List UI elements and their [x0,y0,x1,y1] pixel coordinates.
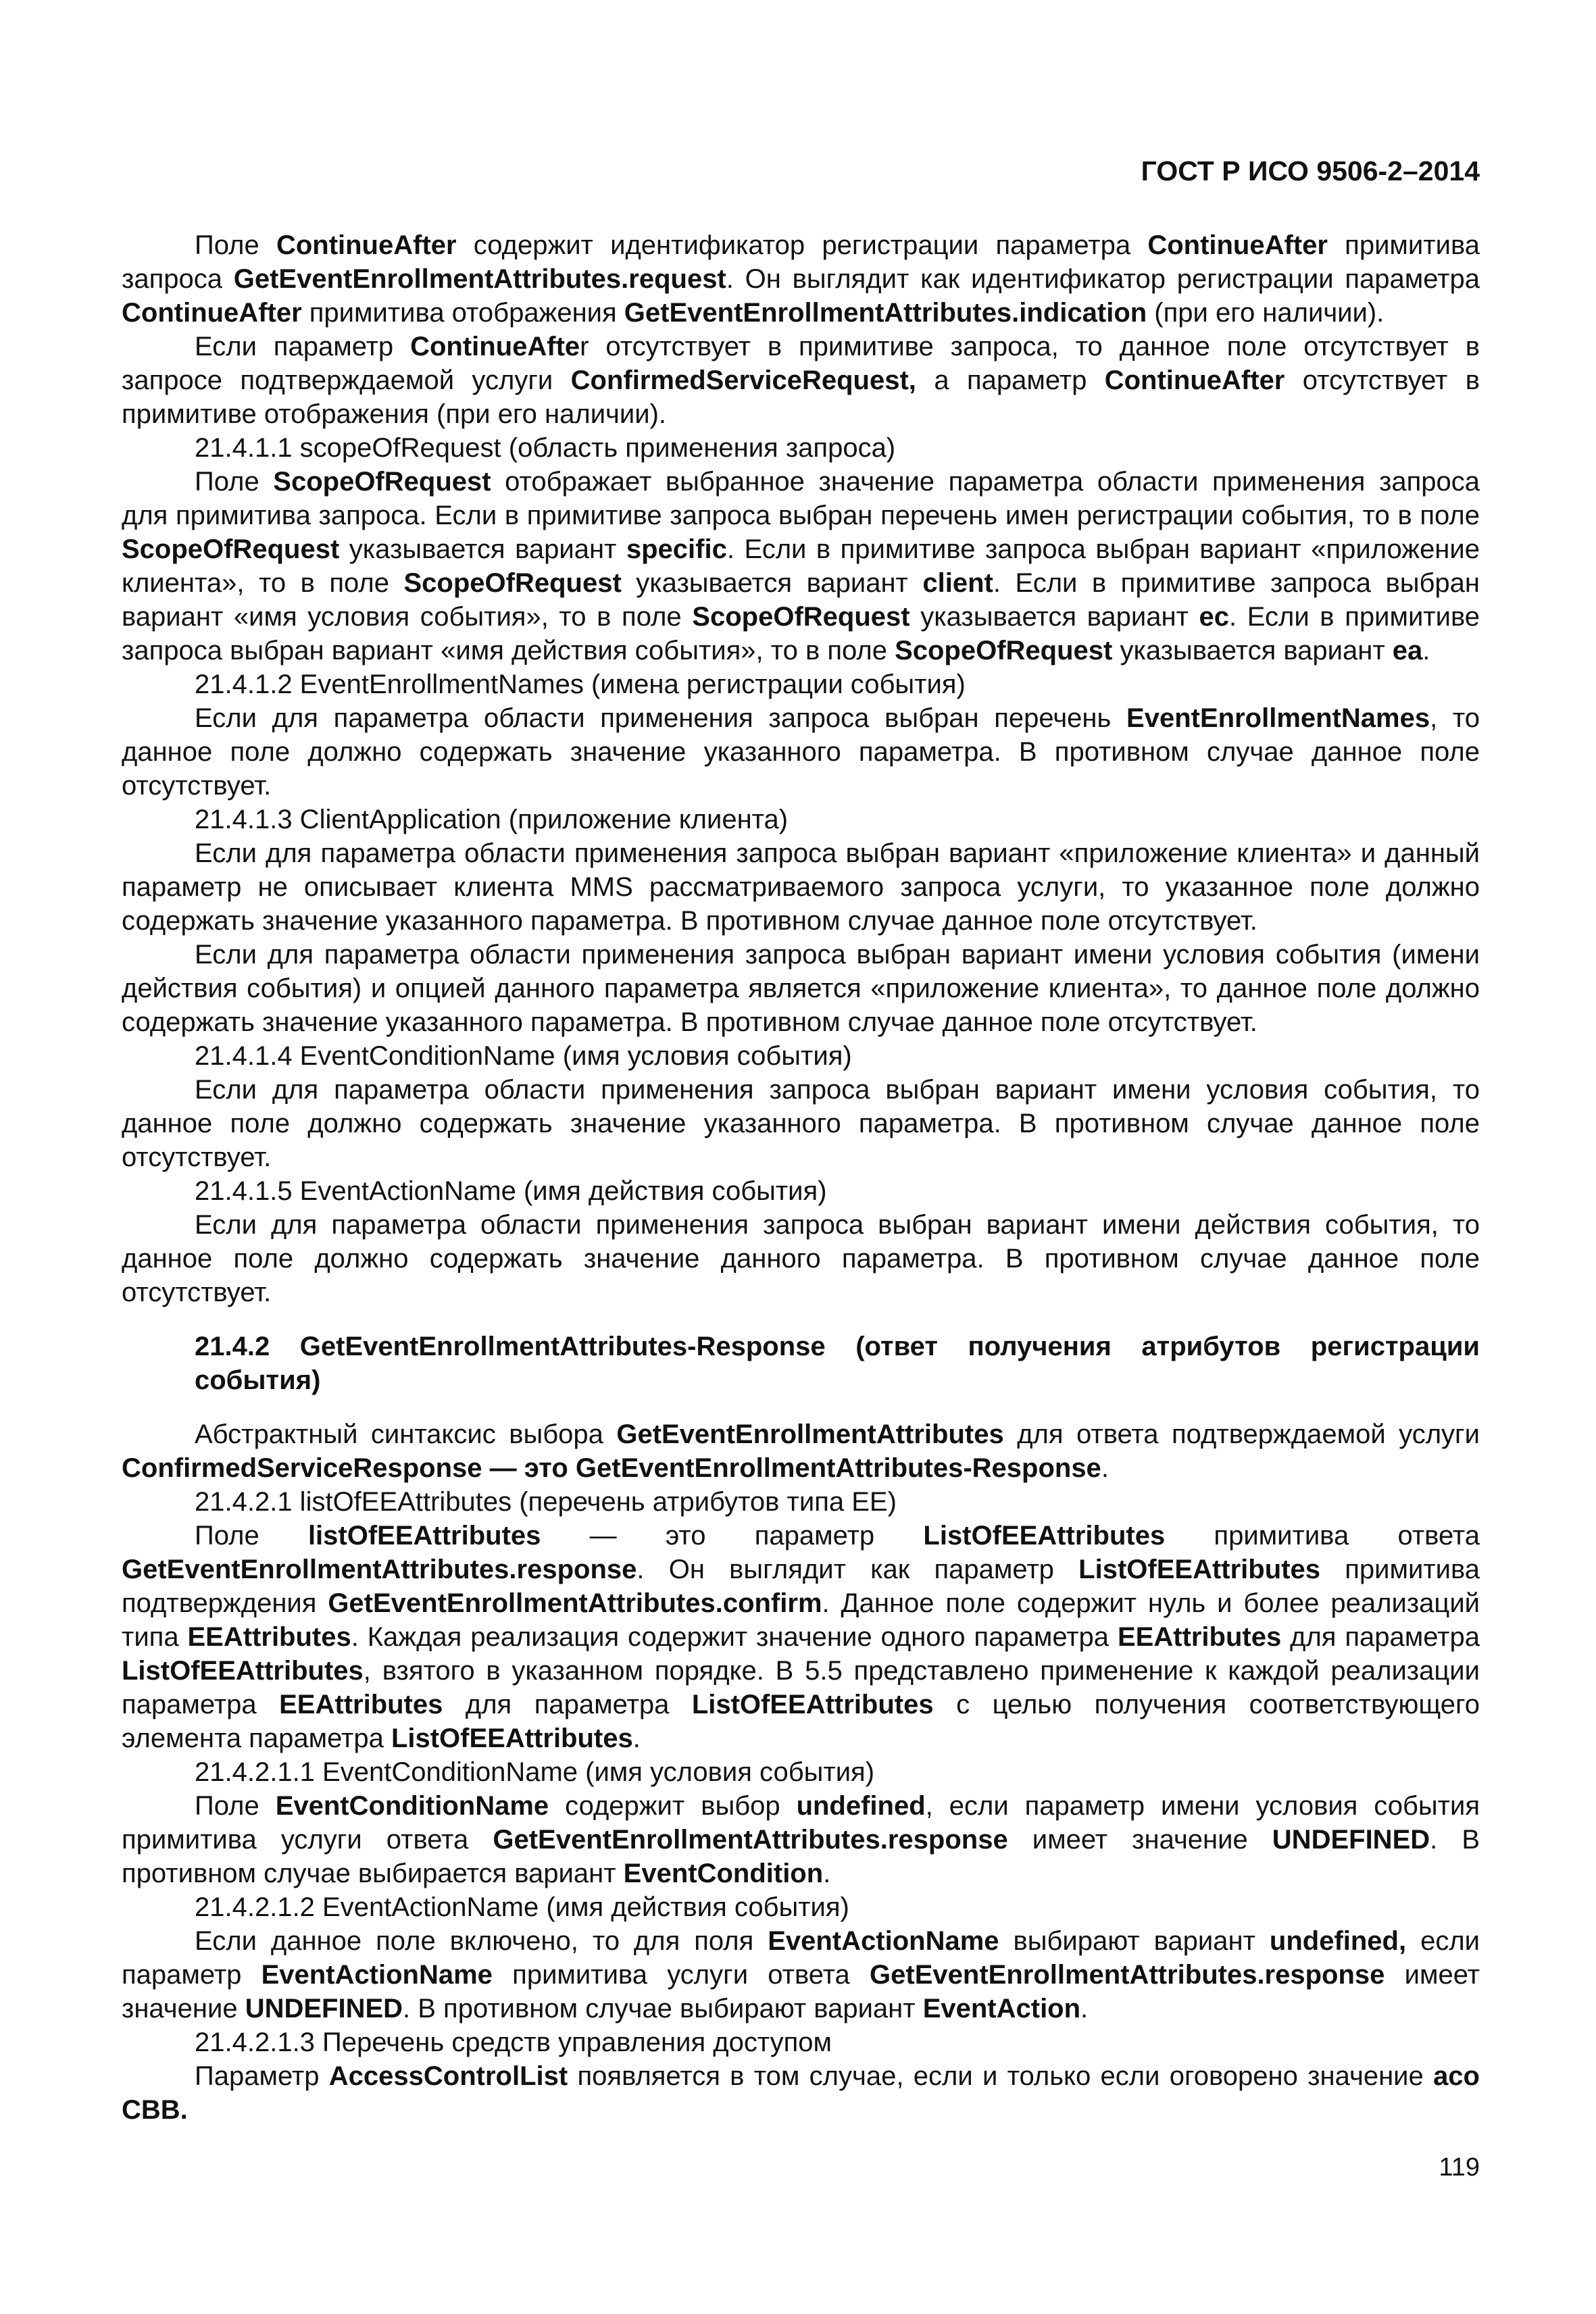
section-heading-2142: 21.4.2 GetEventEnrollmentAttributes-Response (ответ получения атрибутов регистрации события) [195,1332,1480,1395]
subsection-heading-21415: 21.4.1.5 EventActionName (имя действия события) [195,1176,827,1206]
paragraph-list-of-ee-attributes: Поле listOfEEAttributes — это параметр ListOfEEAttributes примитива ответа GetEventEnrollmentAttributes.response. Он выглядит как параметр ListOfEEAttributes примитива подтверждения GetEventEnrollmentAttributes.confirm. Данное поле содержит нуль и более реализаций типа EEAttributes. Каждая реализация содержит значение одного параметра EEAttributes для параметра ListOfEEAttributes, взятого в указанном порядке. В 5.5 представлено применение к каждой реализации параметра EEAttributes для параметра ListOfEEAttributes с целью получения соответствующего элемента параметра ListOfEEAttributes. [122,1521,1480,1753]
paragraph-event-action-name-response: Если данное поле включено, то для поля EventActionName выбирают вариант undefined, если параметр EventActionName примитива услуги ответа GetEventEnrollmentAttributes.response имеет значение UNDEFINED. В противном случае выбирают вариант EventAction. [122,1926,1480,2023]
page-number: 119 [1439,2153,1480,2182]
paragraph-event-condition-name-response: Поле EventConditionName содержит выбор undefined, если параметр имени условия события примитива услуги ответа GetEventEnrollmentAttributes.response имеет значение UNDEFINED. В противном случае выбирается вариант EventCondition. [122,1791,1480,1888]
subsection-heading-21412: 21.4.1.2 EventEnrollmentNames (имена регистрации события) [195,670,966,699]
paragraph-continue-after: Поле ContinueAfter содержит идентификатор регистрации параметра ContinueAfter примитива запроса GetEventEnrollmentAttributes.request. Он выглядит как идентификатор регистрации параметра ContinueAfter примитива отображения GetEventEnrollmentAttributes.indication (при его наличии). [122,230,1480,328]
subsection-heading-214211: 21.4.2.1.1 EventConditionName (имя условия события) [195,1757,875,1787]
subsection-heading-214212: 21.4.2.1.2 EventActionName (имя действия события) [195,1892,849,1922]
document-body [122,228,1480,2127]
paragraph-continue-after-absent: Если параметр ContinueAfter отсутствует в примитиве запроса, то данное поле отсутствует в запросе подтверждаемой услуги ConfirmedServiceRequest, а параметр ContinueAfter отсутствует в примитиве отображения (при его наличии). [122,332,1480,429]
paragraph-event-action-name: Если для параметра области применения запроса выбран вариант имени действия события, то данное поле должно содержать значение данного параметра. В противном случае данное поле отсутствует. [122,1210,1480,1307]
subsection-heading-21411: 21.4.1.1 scopeOfRequest (область применения запроса) [195,433,896,463]
paragraph-abstract-syntax: Абстрактный синтаксис выбора GetEventEnrollmentAttributes для ответа подтверждаемой услуги ConfirmedServiceResponse — это GetEventEnrollmentAttributes-Response. [122,1419,1480,1483]
paragraph-event-condition-name: Если для параметра области применения запроса выбран вариант имени условия события, то данное поле должно содержать значение указанного параметра. В противном случае данное поле отсутствует. [122,1075,1480,1172]
paragraph-event-enrollment-names: Если для параметра области применения запроса выбран перечень EventEnrollmentNames, то данное поле должно содержать значение указанного параметра. В противном случае данное поле отсутствует. [122,703,1480,801]
paragraph-scope-of-request: Поле ScopeOfRequest отображает выбранное значение параметра области применения запроса для примитива запроса. Если в примитиве запроса выбран перечень имен регистрации события, то в поле ScopeOfRequest указывается вариант specific. Если в примитиве запроса выбран вариант «приложение клиента», то в поле ScopeOfRequest указывается вариант client. Если в примитиве запроса выбран вариант «имя условия события», то в поле ScopeOfRequest указывается вариант ec. Если в примитиве запроса выбран вариант «имя действия события», то в поле ScopeOfRequest указывается вариант ea. [122,467,1480,665]
paragraph-client-application-2: Если для параметра области применения запроса выбран вариант имени условия события (имени действия события) и опцией данного параметра является «приложение клиента», то данное поле должно содержать значение указанного параметра. В противном случае данное поле отсутствует. [122,940,1480,1037]
paragraph-client-application-1: Если для параметра области применения запроса выбран вариант «приложение клиента» и данный параметр не описывает клиента MMS рассматриваемого запроса услуги, то указанное поле должно содержать значение указанного параметра. В противном случае данное поле отсутствует. [122,838,1480,936]
document-page [122,0,1480,2314]
subsection-heading-21413: 21.4.1.3 ClientApplication (приложение клиента) [195,805,789,834]
subsection-heading-21421: 21.4.2.1 listOfEEAttributes (перечень атрибутов типа EE) [195,1487,897,1517]
subsection-heading-21414: 21.4.1.4 EventConditionName (имя условия события) [195,1041,852,1071]
standard-header: ГОСТ Р ИСО 9506-2–2014 [1141,155,1480,186]
subsection-heading-214213: 21.4.2.1.3 Перечень средств управления доступом [195,2028,832,2057]
paragraph-access-control-list: Параметр AccessControlList появляется в том случае, если и только если оговорено значение aco CBB. [122,2061,1480,2125]
